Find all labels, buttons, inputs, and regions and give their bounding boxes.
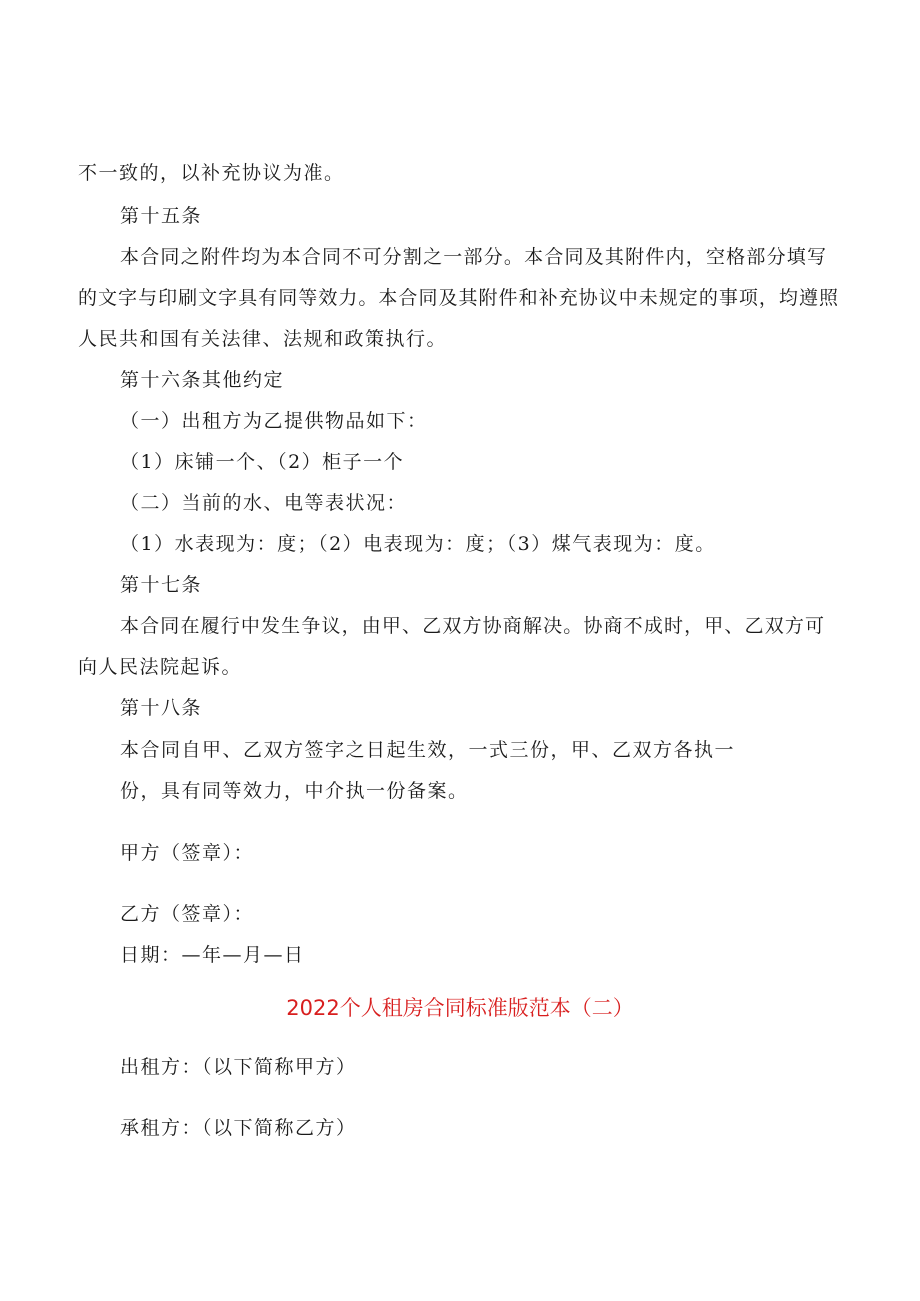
article-heading: 第十五条 xyxy=(120,205,203,227)
paragraph-line: 不一致的，以补充协议为准。 xyxy=(78,162,345,184)
section-title: 2022个人租房合同标准版范本（二） xyxy=(286,996,634,1020)
party-b-signature: 乙方（签章）： xyxy=(120,903,255,925)
paragraph-line: 人民共和国有关法律、法规和政策执行。 xyxy=(78,328,448,350)
paragraph-line: 本合同自甲、乙双方签字之日起生效，一式三份，甲、乙双方各执一 xyxy=(120,739,736,761)
paragraph-line: 本合同之附件均为本合同不可分割之一部分。本合同及其附件内，空格部分填写 xyxy=(120,246,826,268)
paragraph-line: 份，具有同等效力，中介执一份备案。 xyxy=(120,780,469,802)
paragraph-line: （一）出租方为乙提供物品如下： xyxy=(120,410,428,432)
lessor-line: 出租方：（以下简称甲方） xyxy=(120,1056,357,1078)
article-heading: 第十八条 xyxy=(120,697,203,719)
paragraph-line: （1）水表现为：度；（2）电表现为：度；（3）煤气表现为：度。 xyxy=(120,533,716,555)
lessee-line: 承租方：（以下简称乙方） xyxy=(120,1117,357,1139)
signature-date: 日期：—年—月—日 xyxy=(120,944,305,966)
paragraph-line: （1）床铺一个、（2）柜子一个 xyxy=(120,451,405,473)
party-a-signature: 甲方（签章）： xyxy=(120,842,255,864)
paragraph-line: 本合同在履行中发生争议，由甲、乙双方协商解决。协商不成时，甲、乙双方可 xyxy=(120,615,824,637)
article-heading: 第十七条 xyxy=(120,574,203,596)
article-heading: 第十六条其他约定 xyxy=(120,369,285,391)
paragraph-line: （二）当前的水、电等表状况： xyxy=(120,492,408,514)
paragraph-line: 的文字与印刷文字具有同等效力。本合同及其附件和补充协议中未规定的事项，均遵照 xyxy=(78,287,838,309)
paragraph-line: 向人民法院起诉。 xyxy=(78,656,243,678)
